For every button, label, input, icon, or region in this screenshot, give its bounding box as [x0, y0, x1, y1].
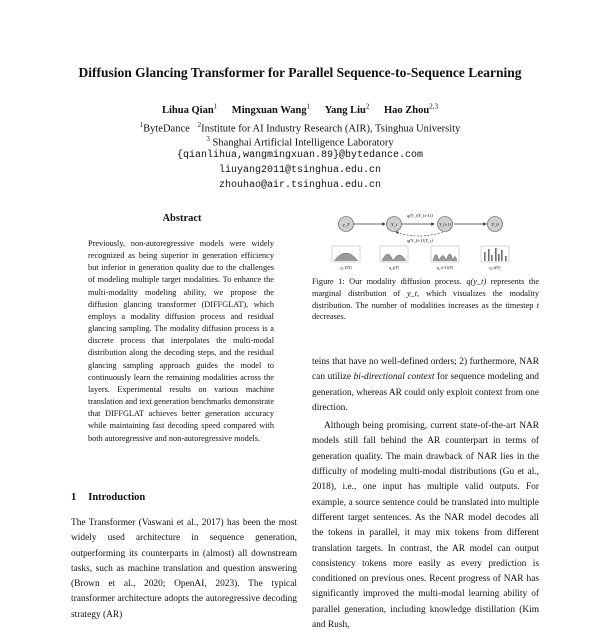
email-line-3[interactable]: zhouhao@air.tsinghua.edu.cn	[218, 180, 382, 191]
right-column-text	[312, 355, 539, 633]
node-label-y0: Y_0	[491, 222, 499, 227]
section-heading-introduction: 1 Introduction	[71, 492, 146, 503]
abstract-heading: Abstract	[162, 213, 202, 224]
email-line-1[interactable]: {qianlihua,wangmingxuan.89}@bytedance.com	[176, 150, 424, 161]
edge-bottom-label: q(Y_{t-1}|Y_t)	[407, 238, 433, 243]
distribution-qt	[380, 246, 408, 262]
distribution-qT	[332, 246, 360, 262]
right-paragraph-2: Although being promising, current state-of-the-art NAR models still fall behind the AR counterpart in terms of generation quality. The main drawback of NAR lies in the difficulty of modeling multi-modal distributions (Gu et al., 2018), i.e., one input has multiple valid outputs. For example, a source sentence could be translated into multiple different target sentences. As the NAR model decodes all the tokens in parallel, it may mix tokens from different translation targets. In contrast, the AR model can output consistency tokens more easily as every prediction is conditioned on previous ones. Recent progress of NAR has significantly improved the multi-modal learning ability of parallel generation, including knowledge distillation (Kim and Rush,	[312, 421, 539, 631]
node-label-yT: y_T	[342, 222, 350, 227]
author-3: Yang Liu$^2$	[324, 102, 370, 116]
right-paragraph-1: teins that have no well-defined orders; 2) furthermore, NAR can utilize bi-directional context for sequence modeling and generation, whereas AR could only exploit context from one direction.	[312, 357, 539, 413]
introduction-text: The Transformer (Vaswani et al., 2017) has been the most widely used architecture in sequence generation, outperforming its counterparts in (almost) all downstream tasks, such as machine translation and question answering (Brown et al., 2020; OpenAI, 2023). The typical transformer architecture adopts the autoregressive decoding strategy (AR)	[71, 518, 297, 620]
affiliation-line-2: $^3$ Shanghai Artificial Intelligence Laboratory	[206, 135, 394, 149]
author-1: Lihua Qian$^1$	[162, 102, 218, 116]
distribution-q0	[481, 246, 509, 262]
email-line-2[interactable]: liuyang2011@tsinghua.edu.cn	[218, 165, 382, 176]
modality-diffusion-figure	[330, 210, 530, 272]
edge-reverse	[396, 232, 443, 236]
dist-label-qt: q_t(Y)	[389, 265, 399, 270]
dist-label-qT: q_T(Y)	[340, 265, 352, 270]
edge-top-label: q(Y_t|Y_{t-1})	[407, 213, 433, 218]
dist-label-q0: q_0(Y)	[489, 265, 501, 270]
abstract-text: Previously, non-autoregressive models were widely recognized as being superior in generation efficiency but inferior in generation quality due to the challenges of modeling multiple target modalities. To enhance the multi-modality modeling ability, we propose the diffusion glancing transformer (DIFFGLAT), which employs a modality diffusion process and residual glancing sampling. The modality diffusion process is a discrete process that interpolates the multi-modal distribution along the decoding steps, and the residual glancing sampling approach guides the model to continuously learn the remaining modalities across the layers. Experimental results on various machine translation and text generation benchmarks demonstrate that DIFFGLAT achieves better generation accuracy while maintaining fast decoding speed compared with both autoregressive and non-autoregressive models.	[88, 239, 274, 443]
author-4: Hao Zhou$^{2,3}$	[384, 102, 438, 116]
affiliation-line-1: $^1$ByteDance $^2$Institute for AI Industry Research (AIR), Tsinghua University	[139, 121, 461, 135]
dist-label-qt-1: q_{t-1}(Y)	[436, 265, 454, 270]
node-label-yt: Y_t	[390, 222, 398, 227]
distribution-qt-1	[431, 246, 459, 262]
paper-title: Diffusion Glancing Transformer for Parallel Sequence-to-Sequence Learning	[78, 65, 522, 80]
node-label-yt-1: Y_{t-1}	[439, 222, 451, 227]
author-2: Mingxuan Wang$^1$	[231, 102, 311, 116]
figure-caption: Figure 1: Our modality diffusion process. q(y_t) represents the marginal distribution of y_t, which visualizes the modality distribution. The number of modalities increases as the timestep t decreases.	[312, 277, 540, 322]
author-list	[60, 102, 540, 116]
